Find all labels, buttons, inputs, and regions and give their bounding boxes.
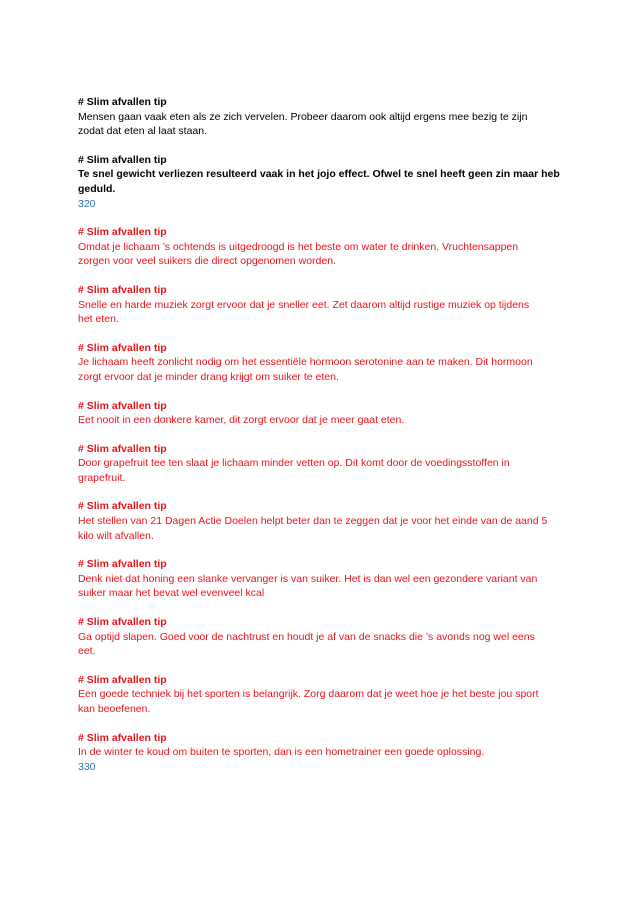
tip-text-line: Door grapefruit tee ten slaat je lichaam minder vetten op. Dit komt door de voedingsstoffen in: [78, 457, 510, 470]
tip-block: [78, 153, 568, 211]
tip-text-line: Omdat je lichaam ’s ochtends is uitgedroogd is het beste om water te drinken. Vruchtensappen: [78, 240, 519, 253]
tip-text-line: geduld.: [78, 182, 116, 195]
tip-block: [78, 399, 568, 428]
tip-block: [78, 673, 568, 717]
tip-heading: # Slim afvallen tip: [78, 399, 167, 412]
tip-text-line: Een goede techniek bij het sporten is belangrijk. Zorg daarom dat je weet hoe je het beste jou sport: [78, 688, 539, 701]
tip-text-line: grapefruit.: [78, 471, 126, 484]
tip-block: [78, 557, 568, 601]
tip-text-line: eet.: [78, 645, 96, 658]
tip-text-line: kan beoefenen.: [78, 703, 151, 715]
tip-heading: # Slim afvallen tip: [78, 283, 167, 296]
tip-text-line: suiker maar het bevat wel evenveel kcal: [78, 587, 265, 600]
tip-heading: # Slim afvallen tip: [78, 341, 167, 354]
tip-text-line: Ga optijd slapen. Goed voor de nachtrust en houdt je af van de snacks die ’s avonds nog wel eens: [78, 630, 535, 643]
tip-block: [78, 442, 568, 486]
tip-text-line: het eten.: [78, 313, 119, 326]
tip-text-line: Denk niet dat honing een slanke vervanger is van suiker. Het is dan wel een gezondere variant van: [78, 572, 538, 585]
tip-heading: # Slim afvallen tip: [78, 616, 167, 629]
tip-block: [78, 95, 568, 139]
page-number: 320: [78, 197, 96, 210]
tip-text-line: kilo wilt afvallen.: [78, 529, 154, 542]
tip-heading: # Slim afvallen tip: [78, 731, 167, 744]
tip-block: [78, 283, 568, 327]
document-page: [78, 95, 568, 788]
tip-text-line: zorgen voor veel suikers die direct opgenomen worden.: [78, 255, 336, 268]
tip-heading: # Slim afvallen tip: [78, 96, 167, 108]
tip-block: [78, 731, 568, 775]
tip-block: [78, 341, 568, 385]
tip-heading: # Slim afvallen tip: [78, 153, 167, 166]
tip-text-line: zorgt ervoor dat je minder drang krijgt om suiker te eten.: [78, 370, 339, 383]
tip-text-line: Te snel gewicht verliezen resulteerd vaak in het jojo effect. Ofwel te snel heeft geen zin maar heb: [78, 168, 560, 181]
tip-text-line: Snelle en harde muziek zorgt ervoor dat je sneller eet. Zet daarom altijd rustige muziek op tijdens: [78, 298, 530, 311]
tip-heading: # Slim afvallen tip: [78, 673, 167, 686]
tip-block: [78, 499, 568, 543]
tip-text-line: Mensen gaan vaak eten als ze zich vervelen. Probeer daarom ook altijd ergens mee bezig te zijn: [78, 110, 528, 123]
tip-heading: # Slim afvallen tip: [78, 442, 167, 455]
tip-block: [78, 225, 568, 269]
tip-heading: # Slim afvallen tip: [78, 558, 167, 571]
tip-heading: # Slim afvallen tip: [78, 500, 167, 513]
page-number: 330: [78, 760, 96, 773]
tip-block: [78, 615, 568, 659]
tip-text-line: Je lichaam heeft zonlicht nodig om het essentiële hormoon serotonine aan te maken. Dit hormoon: [78, 356, 533, 369]
tip-text-line: zodat dat eten al laat staan.: [78, 125, 208, 138]
tip-text-line: Eet nooit in een donkere kamer, dit zorgt ervoor dat je meer gaat eten.: [78, 414, 405, 427]
tip-text-line: Het stellen van 21 Dagen Actie Doelen helpt beter dan te zeggen dat je voor het einde van de aand 5: [78, 515, 548, 528]
tip-heading: # Slim afvallen tip: [78, 226, 167, 239]
tip-text-line: In de winter te koud om buiten te sporten, dan is een hometrainer een goede oplossing.: [78, 746, 485, 759]
